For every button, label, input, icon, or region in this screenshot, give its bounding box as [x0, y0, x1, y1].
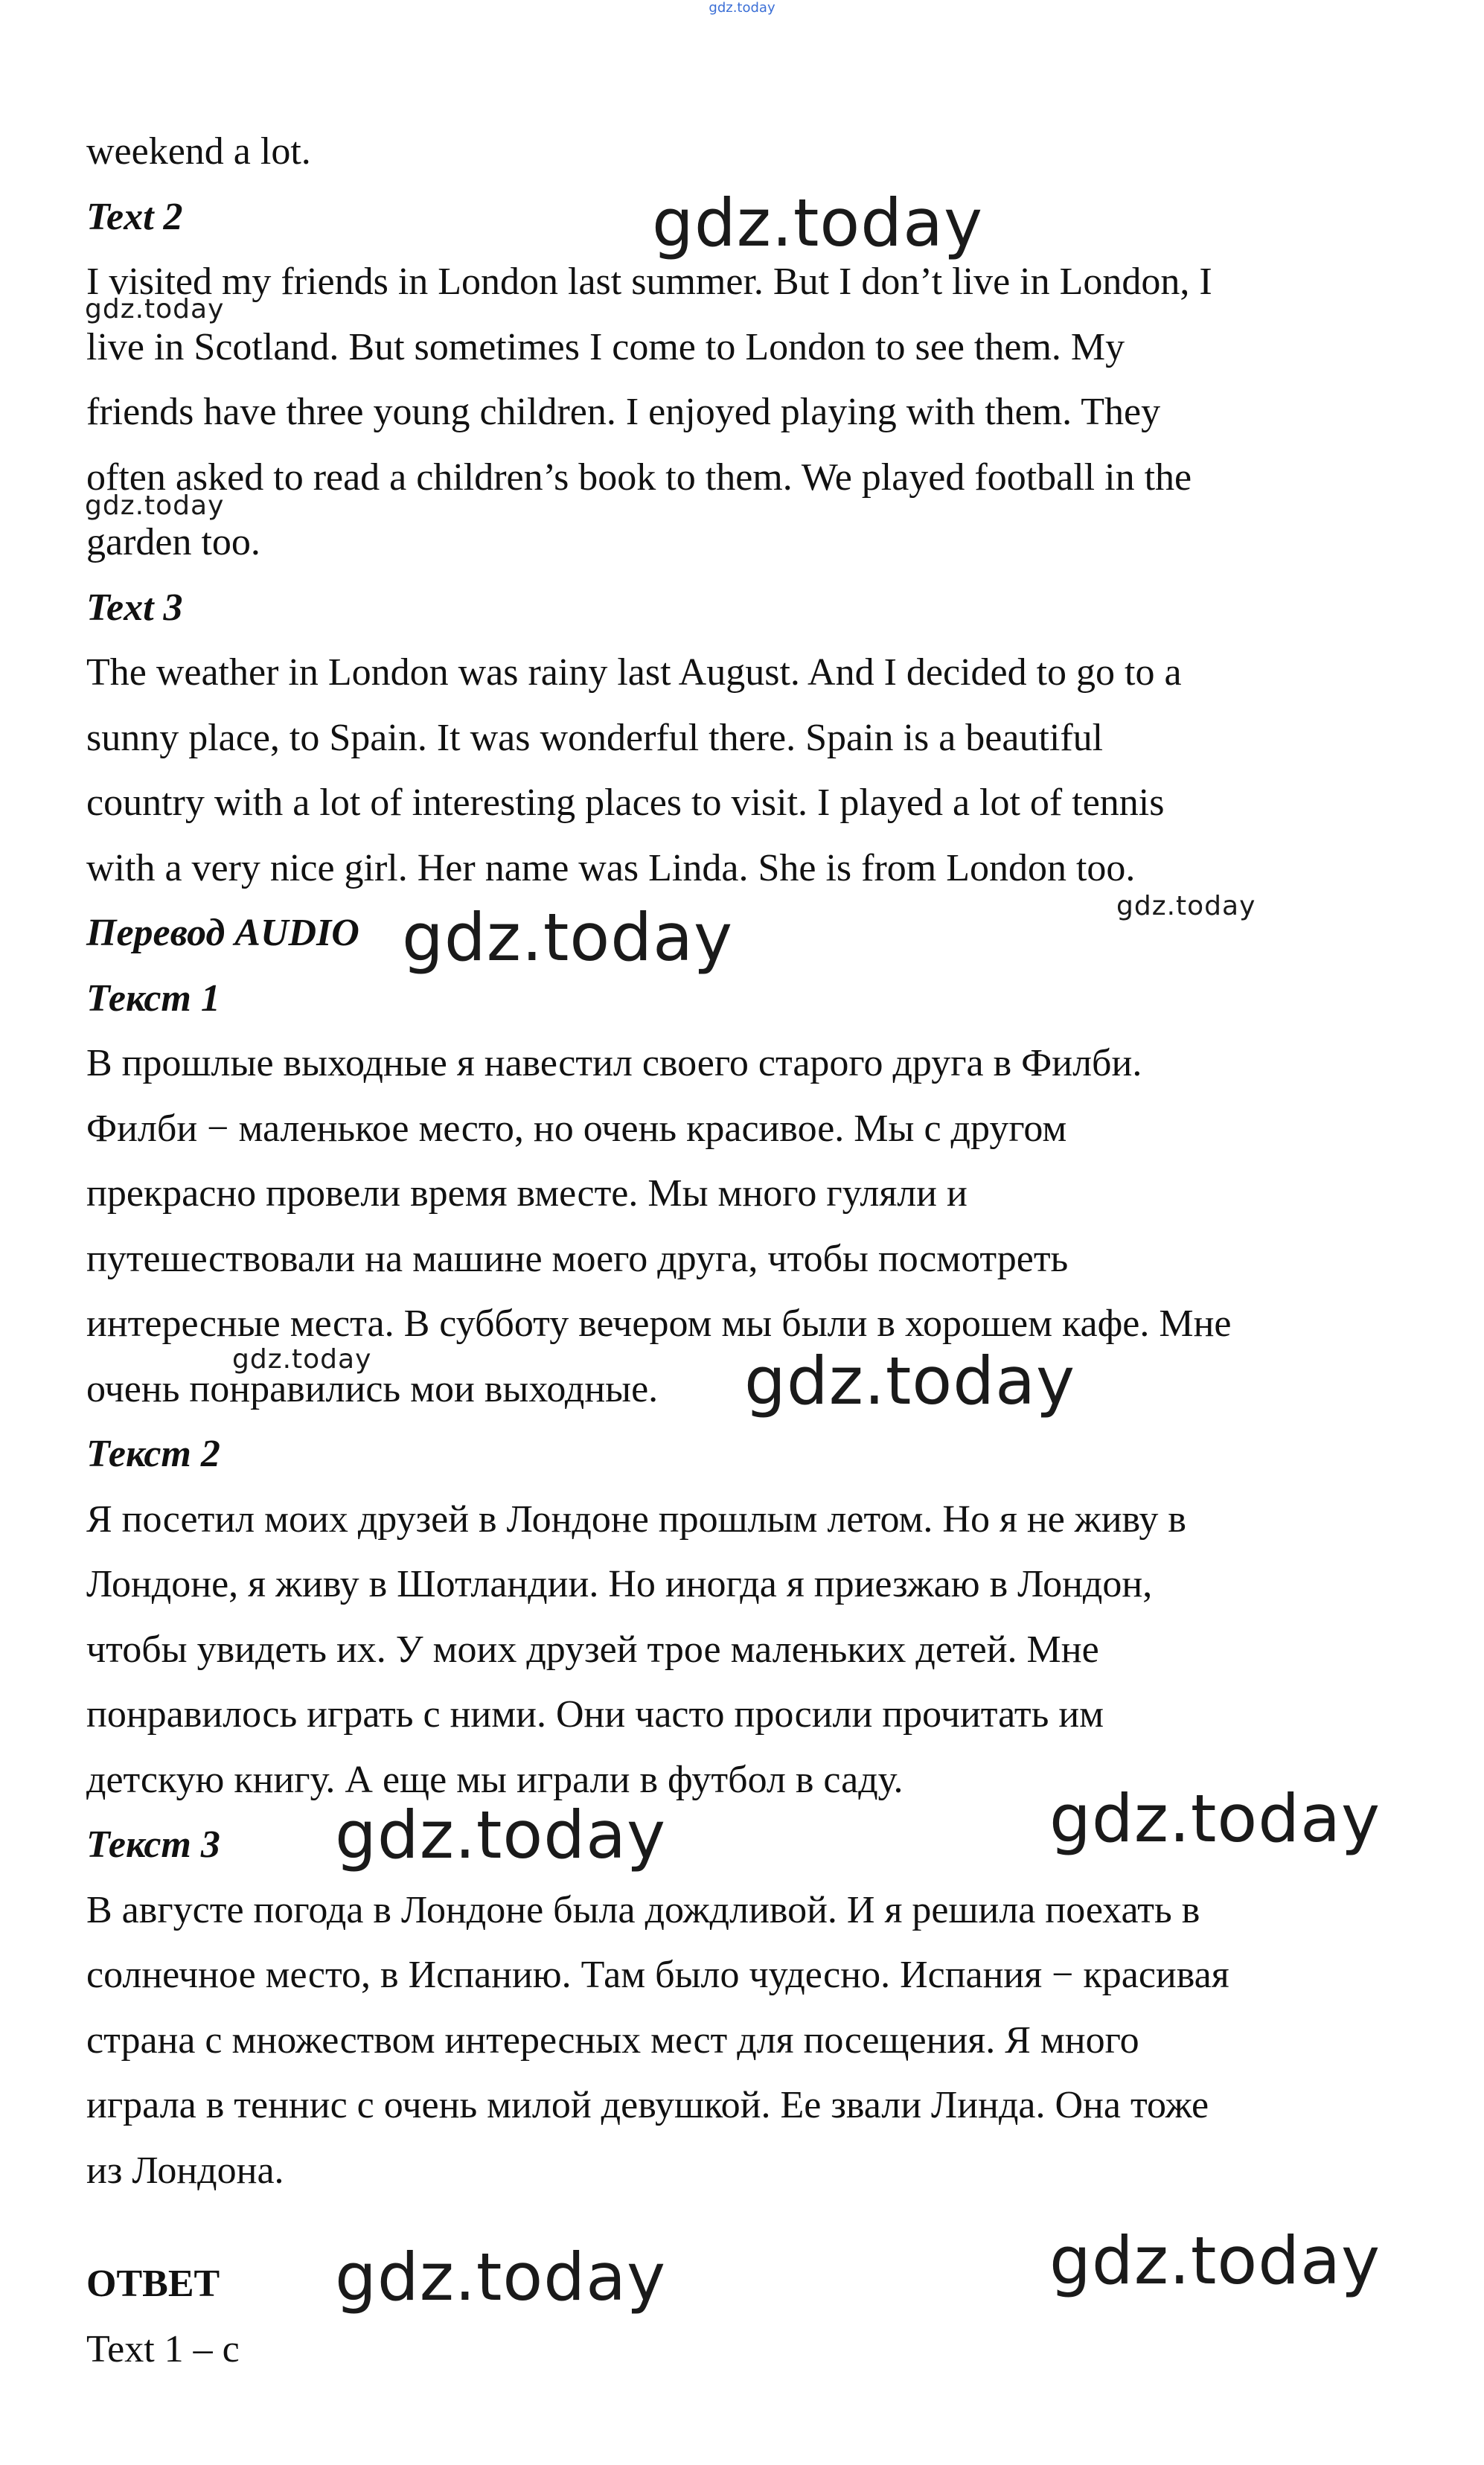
text-line: garden too.	[86, 521, 260, 563]
watermark: gdz.today	[335, 2239, 667, 2315]
text-line: weekend a lot.	[86, 130, 311, 173]
text-line: friends have three young children. I enjoyed playing with them. They	[86, 391, 1161, 433]
text-line: often asked to read a children’s book to them. We played football in the	[86, 455, 1192, 499]
text-line: интересные места. В субботу вечером мы были в хорошем кафе. Мне	[86, 1302, 1232, 1345]
text-line: Лондоне, я живу в Шотландии. Но иногда я приезжаю в Лондон,	[86, 1563, 1153, 1605]
text-line: очень понравились мои выходные.	[86, 1367, 659, 1410]
text-line: sunny place, to Spain. It was wonderful there. Spain is a beautiful	[86, 716, 1104, 759]
text-line: live in Scotland. But sometimes I come to London to see them. My	[86, 325, 1125, 368]
text-line: I visited my friends in London last summer. But I don’t live in London, I	[86, 260, 1212, 303]
text-line: The weather in London was rainy last August. And I decided to go to a	[86, 651, 1182, 694]
text-line: играла в теннис с очень милой девушкой. Ее звали Линда. Она тоже	[86, 2084, 1209, 2126]
top-watermark: gdz.today	[709, 0, 775, 16]
text-line: прекрасно провели время вместе. Мы много гуляли и	[86, 1172, 968, 1215]
section-heading: Текст 3	[86, 1823, 220, 1866]
text-line: солнечное место, в Испанию. Там было чудесно. Испания − красивая	[86, 1954, 1229, 1996]
watermark: gdz.today	[85, 490, 225, 521]
text-lines	[86, 119, 1419, 2203]
section-heading: Текст 2	[86, 1433, 220, 1475]
text-line: детскую книгу. А еще мы играли в футбол в саду.	[86, 1758, 903, 1801]
text-line: with a very nice girl. Her name was Linda. She is from London too.	[86, 846, 1136, 889]
watermark: gdz.today	[335, 1797, 667, 1873]
text-line: В прошлые выходные я навестил своего старого друга в Филби.	[86, 1042, 1142, 1084]
answer-heading: ОТВЕТ	[86, 2263, 220, 2305]
text-line: путешествовали на машине моего друга, чтобы посмотреть	[86, 1237, 1069, 1280]
watermark: gdz.today	[744, 1343, 1076, 1419]
watermark: gdz.today	[1116, 891, 1256, 921]
text-line: В августе погода в Лондоне была дождливой. И я решила поехать в	[86, 1888, 1200, 1931]
text-line: Филби − маленькое место, но очень красивое. Мы с другом	[86, 1107, 1067, 1150]
watermark: gdz.today	[652, 185, 984, 261]
section-heading: Перевод AUDIO	[86, 912, 359, 954]
section-heading: Text 2	[86, 195, 183, 238]
watermark: gdz.today	[402, 899, 734, 976]
watermark: gdz.today	[232, 1344, 372, 1375]
text-line: чтобы увидеть их. У моих друзей трое маленьких детей. Мне	[86, 1628, 1099, 1671]
watermark: gdz.today	[1049, 1780, 1381, 1857]
text-line: Я посетил моих друзей в Лондоне прошлым летом. Но я не живу в	[86, 1497, 1186, 1541]
watermark: gdz.today	[85, 294, 225, 324]
text-line: понравилось играть с ними. Они часто просили прочитать им	[86, 1693, 1104, 1736]
text-line: страна с множеством интересных мест для посещения. Я много	[86, 2018, 1139, 2062]
watermark: gdz.today	[1049, 2222, 1381, 2299]
text-line: country with a lot of interesting places to visit. I played a lot of tennis	[86, 781, 1165, 824]
document-body	[86, 119, 1419, 2382]
text-line: из Лондона.	[86, 2149, 284, 2192]
answer-line: Text 1 – c	[86, 2327, 240, 2370]
section-heading: Текст 1	[86, 976, 220, 1020]
section-heading: Text 3	[86, 586, 183, 629]
